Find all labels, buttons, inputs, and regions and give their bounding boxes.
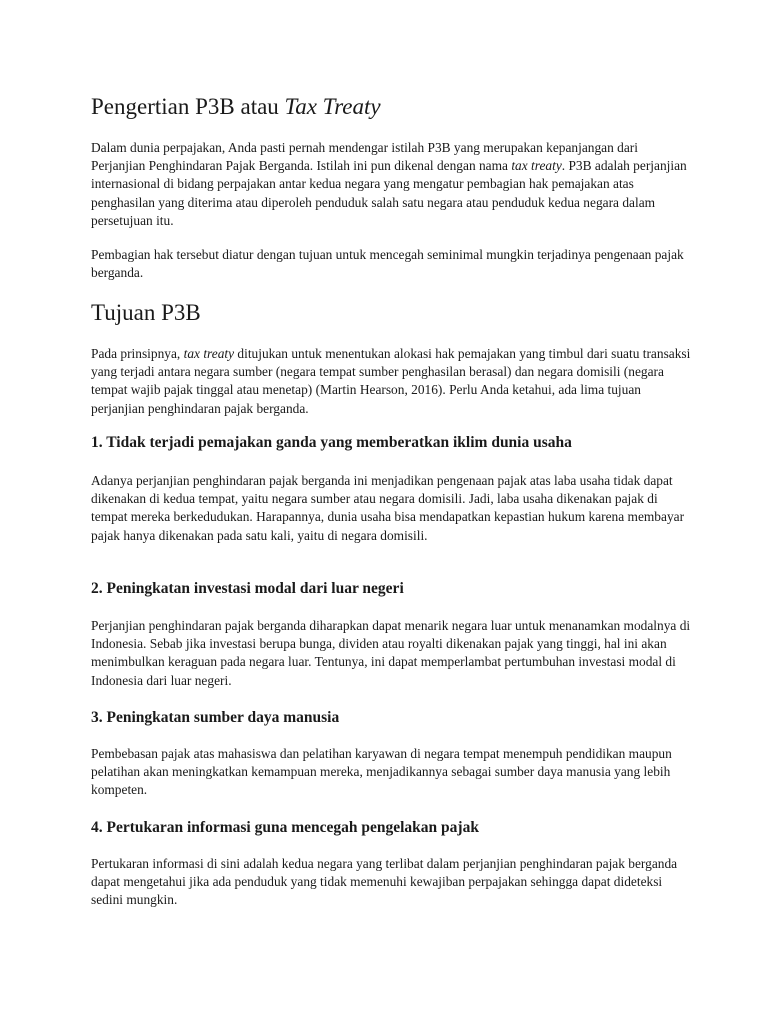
- intro-text-italic: tax treaty: [511, 158, 562, 174]
- intro-text-a: Dalam dunia perpajakan, Anda pasti pernah mendengar istilah P3B yang merupakan kepanjangan dari Perjanjian Penghindaran Pajak Berganda. Istilah ini pun dikenal dengan nama: [91, 140, 638, 174]
- section-title-tujuan: Tujuan P3B: [91, 300, 201, 325]
- item-2-heading: 2. Peningkatan investasi modal dari luar negeri: [91, 580, 404, 597]
- item-3-body: Pembebasan pajak atas mahasiswa dan pelatihan karyawan di negara tempat menempuh pendidikan maupun pelatihan akan meningkatkan kemampuan mereka, menjadikannya sebagai sumber daya manusia yang lebih kompeten.: [91, 746, 672, 798]
- page-title-plain: Pengertian P3B atau: [91, 94, 285, 119]
- tujuan-text-a: Pada prinsipnya,: [91, 346, 184, 361]
- page-title: [91, 94, 381, 120]
- intro-text-b: . P3B adalah perjanjian internasional di bidang perpajakan antar kedua negara yang mengatur pembagian hak pemajakan atas penghasilan yang diterima atau diperoleh penduduk salah satu negara atau penduduk kedua negara dalam persetujuan itu.: [91, 158, 687, 228]
- tujuan-paragraph: [91, 345, 691, 418]
- item-4-heading: 4. Pertukaran informasi guna mencegah pengelakan pajak: [91, 819, 479, 836]
- tujuan-text-italic: tax treaty: [183, 346, 235, 361]
- item-1-heading: 1. Tidak terjadi pemajakan ganda yang memberatkan iklim dunia usaha: [91, 434, 572, 451]
- item-4-body: Pertukaran informasi di sini adalah kedua negara yang terlibat dalam perjanjian penghindaran pajak berganda dapat mengetahui jika ada penduduk yang tidak memenuhi kewajiban perpajakan sehingga dapat dideteksi sedini mungkin.: [91, 856, 678, 908]
- intro-paragraph-1: [91, 139, 691, 230]
- item-3-heading: 3. Peningkatan sumber daya manusia: [91, 709, 340, 726]
- item-1-body: Adanya perjanjian penghindaran pajak berganda ini menjadikan pengenaan pajak atas laba usaha tidak dapat dikenakan di kedua tempat, yaitu negara sumber atau negara domisili. Jadi, laba usaha dikenakan pajak di tempat mereka berkedudukan. Harapannya, dunia usaha bisa mendapatkan kepastian hukum karena membayar pajak hanya dikenakan pada satu kali, yaitu di negara domisili.: [91, 473, 685, 543]
- intro-paragraph-2: Pembagian hak tersebut diatur dengan tujuan untuk mencegah seminimal mungkin terjadinya pengenaan pajak berganda.: [91, 247, 684, 281]
- item-2-body: Perjanjian penghindaran pajak berganda diharapkan dapat menarik negara luar untuk menanamkan modalnya di Indonesia. Sebab jika investasi berupa bunga, dividen atau royalti dikenakan pajak yang tinggi, hal ini akan menimbulkan keraguan pada negara luar. Tentunya, ini dapat memperlambat pertumbuhan investasi modal di Indonesia dari luar negeri.: [91, 618, 691, 688]
- tujuan-text-b: ditujukan untuk menentukan alokasi hak pemajakan yang timbul dari suatu transaksi yang terjadi antara negara sumber (negara tempat sumber penghasilan berasal) dan negara domisili (negara tempat wajib pajak tinggal atau menetap) (Martin Hearson, 2016). Perlu Anda ketahui, ada lima tujuan perjanjian penghindaran pajak berganda.: [91, 346, 691, 416]
- page-title-italic: Tax Treaty: [284, 94, 381, 119]
